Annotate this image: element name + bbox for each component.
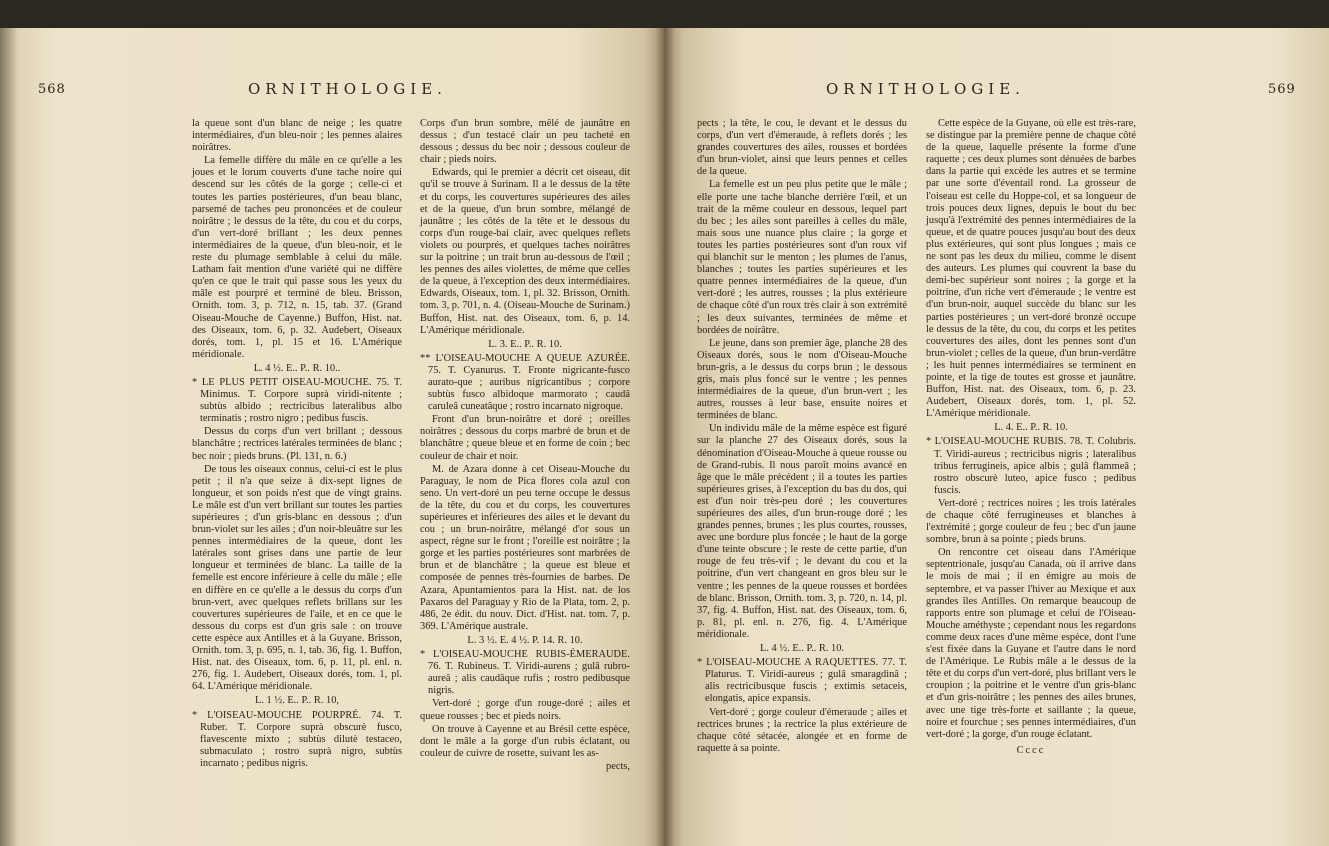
paragraph: M. de Azara donne à cet Oiseau-Mouche du Paraguay, le nom de Pica flores cola azul con seno. Un vert-doré un peu terne occupe le dessus de la tête, du cou et du corps, les couvertures supérieures et inférieures des ailes et le devant du cou ; un brun-noirâtre, mélangé d'or sous un aspect, règne sur le front ; l'oreille est noirâtre ; la gorge et les parties postérieures sont marbrées de brun et de blanchâtre ; la queue est bleue et composée de pennes très-fournies de barbes. De Azara, Apuntamientos para la Hist. nat. de los Paxaros del Paraguay y Rio de la Plata, tom. 2, p. 486, 2e édit. du nouv. Dict. d'Hist. nat. tom. 7, p. 369. L'Amérique australe. (420, 463, 630, 632)
right-page (664, 28, 1329, 846)
paragraph: On rencontre cet oiseau dans l'Amérique septentrionale, jusqu'au Canada, où il arrive dans le mois de mai ; il en émigre au mois de septembre, et va passer l'hiver au Mexique et aux grandes îles Antilles. On remarque beaucoup de rapports entre son plumage et celui de l'Oiseau-Mouche améthyste ; cependant nous les regardons comme deux races d'une même espèce, dont l'une s'est fixée dans la Guyane et l'autre dans le nord de l'Amérique. Le Rubis mâle a le dessus de la tête et du corps d'un vert-doré, plus brillant vers le croupion ; la poitrine et le ventre d'un gris-blanc et d'un gris-noirâtre ; les pennes des ailes brunes, avec une tige très-forte et saillante ; la queue, noire et fourchue ; ses pennes intermédiaires, d'un vert-doré ; la gorge, d'un rouge éclatant. (926, 547, 1136, 740)
species-entry: * L'OISEAU-MOUCHE A RAQUETTES. 77. T. Platurus. T. Viridi-aureus ; gulâ smaragdinâ ; alis rectricibusque fuscis ; extimis setaceis, elongatis, apice expansis. (697, 657, 907, 705)
measurements-line: L. 1 ½. E.. P.. R. 10, (255, 695, 339, 707)
measurements-line: L. 4. E.. P.. R. 10. (994, 422, 1068, 434)
text-column (697, 118, 907, 756)
running-heading: ORNITHOLOGIE. (826, 80, 1025, 98)
paragraph-continued: Corps d'un brun sombre, mêlé de jaunâtre en dessus ; d'un testacé clair un peu tacheté en dessous ; dessus du bec noir ; dessous couleur de chair ; pieds noirs. (420, 118, 630, 166)
catchword: pects, (606, 760, 630, 772)
species-entry: ** L'OISEAU-MOUCHE A QUEUE AZURÉE. 75. T. Cyanurus. T. Fronte nigricante-fusco aurato-que ; auribus nigricantibus ; corpore subtùs fusco albidoque marmorato ; caudâ caruleâ cuneatâque ; rostro incarnato nigroque. (420, 352, 630, 413)
species-entry: * L'OISEAU-MOUCHE RUBIS-ÉMERAUDE. 76. T. Rubineus. T. Viridi-aurens ; gulâ rubro-aureâ ; alis caudâque rufis ; rostro pedibusque nigris. (420, 649, 630, 697)
paragraph: Le jeune, dans son premier âge, planche 28 des Oiseaux dorés, sous le nom d'Oiseau-Mouche brun-gris, a le dessus du corps brun ; le dessous gris, mais plus foncé sur le ventre ; les pennes intermédiaires de la queue, d'un brun-vert ; les autres, rousses à leur base, ensuite noires et terminées de blanc. (697, 337, 907, 422)
species-entry: * LE PLUS PETIT OISEAU-MOUCHE. 75. T. Minimus. T. Corpore suprà viridi-nitente ; subtùs albido ; rectricibus lateralibus albo terminatis ; rostro nigro ; pedibus fuscis. (192, 376, 402, 425)
paragraph: On trouve à Cayenne et au Brésil cette espèce, dont le mâle a la gorge d'un rubis éclatant, ou couleur de cuivre de rosette, suivant les as- (420, 723, 630, 759)
paragraph: Front d'un brun-noirâtre et doré ; oreilles noirâtres ; dessous du corps marbré de brun et de blanchâtre ; queue bleue et en forme de coin ; bec couleur de chair et noir. (420, 414, 630, 462)
page-edge-shadow (0, 28, 18, 846)
text-column (420, 118, 630, 774)
paragraph: La femelle diffère du mâle en ce qu'elle a les joues et le lorum couverts d'une tache noire qui descend sur les côtés de la gorge ; celle-ci et toutes les parties postérieures, d'un beau blanc, parsemé de taches peu prononcées et de couleur noirâtre ; le dessus de la tête, du cou et du corps, d'un vert-doré brillant ; les deux pennes intermédiaires de la queue, d'un bleu-noir, et le reste du plumage semblable à celui du mâle. Latham fait mention d'une variété qui ne diffère qu'en ce que le trait qui passe sous les yeux du mâle est pourpré et terminé de bleu. Brisson, Ornith. tom. 3, p. 712, n. 15, tab. 37. (Grand Oiseau-Mouche de Cayenne.) Buffon, Hist. nat. des Oiseaux, tom. 6, p. 32. Audebert, Oiseaux dorés, tom. 1, pl. 15 et 16. L'Amérique méridionale. (192, 155, 402, 360)
measurements-line: L. 4 ½. E.. P.. R. 10.. (253, 362, 341, 374)
measurements-line: L. 3 ½. E. 4 ½. P. 14. R. 10. (467, 634, 583, 646)
species-entry: * L'OISEAU-MOUCHE POURPRÉ. 74. T. Ruber. T. Corpore suprà obscurè fusco, flavescente mixto ; subtùs dilutè testaceo, submaculato ; rostro suprà nigro, subtùs incarnato ; pedibus nigris. (192, 709, 402, 769)
paragraph: La femelle est un peu plus petite que le mâle ; elle porte une tache blanche derrière l'œil, et un trait de la même couleur en dessous, lequel part du bec ; les ailes sont pareilles à celles du mâle, mais sous une nuance plus claire ; la gorge et toutes les parties postérieures sont d'un roux vif qui blanchit sur le menton ; les plumes de l'anus, blanches ; toutes les parties supérieures et les quatre pennes intermédiaires de la queue, d'un vert-doré ; les autres, rousses ; la plus extérieure de chaque côté d'un roux très clair à son extrémité ; les deux suivantes, terminées de même et bordées de noirâtre. (697, 179, 907, 336)
paragraph-continued: la queue sont d'un blanc de neige ; les quatre intermédiaires, d'un bleu-noir ; les pennes alaires noirâtres. (192, 118, 402, 154)
paragraph: Un individu mâle de la même espèce est figuré sur la planche 27 des Oiseaux dorés, sous la dénomination d'Oiseau-Mouche à queue rousse ou de Grand-rubis. Il nous paroît moins avancé en âge que le mâle précédent ; il a toutes les parties supérieures grises, à l'exception du bas du dos, qui est d'un noir très-peu doré ; les couvertures supérieures des ailes, d'un brun-rouge doré ; les grandes pennes, brunes ; les plus courtes, rousses, avec une bordure plus foncée ; le haut de la gorge d'une teinte obscure ; le reste de cette partie, d'un rouge de feu très-vif ; le devant du cou et la poitrine, d'un vert changeant en gros bleu sur le ventre ; les pennes de la queue rousses et bordées de blanc. Brisson, Ornith. tom. 3, p. 720, n. 14, pl. 37, fig. 4. Buffon, Hist. nat. des Oiseaux, tom. 6, p. 81, pl. enl. n. 276, fig. 4. L'Amérique méridionale. (697, 423, 907, 640)
paragraph: Edwards, qui le premier a décrit cet oiseau, dit qu'il se trouve à Surinam. Il a le dessus de la tête et du corps, les couvertures supérieures des ailes et de la queue, d'un brun sombre, mélangé de jaunâtre ; les côtés de la tête et le dessous du corps d'un rouge-bai clair, avec quelques reflets violets ou pourprés, et quelques taches noirâtres sur la poitrine ; un trait brun au-dessous de l'œil ; les pennes des ailes violettes, de même que celles de la queue, à l'exception des deux intermédiaires. Edwards, Oiseaux, tom. 1, pl. 32. Brisson, Ornith. tom. 3, p. 701, n. 4. (Oiseau-Mouche de Surinam.) Buffon, Hist. nat. des Oiseaux, tom. 6, p. 14. L'Amérique méridionale. (420, 167, 630, 336)
text-column (192, 118, 402, 771)
page-number: 569 (1268, 82, 1296, 97)
paragraph: De tous les oiseaux connus, celui-ci est le plus petit ; il n'a que seize à dix-sept lignes de longueur, et son poids n'est que de vingt grains. Le mâle est d'un vert brillant sur toutes les parties supérieures ; d'un gris-blanc en dessous ; d'un brun-violet sur les ailes ; d'un noir-bleuâtre sur les pennes intermédiaires de la queue, dont les latérales sont grises dans une partie de leur longueur et terminées de blanc. La taille de la femelle est encore inférieure à celle du mâle ; elle en diffère en ce qu'elle a le dessus du corps d'un brun-vert, avec quelques reflets brillans sur les couvertures supérieures de l'aile, et en ce que le dessous du corps est d'un gris sale : on trouve cette espèce aux Antilles et à la Guyane. Brisson, Ornith. tom. 3, p. 695, n. 1, tab. 36, fig. 1. Buffon, Hist. nat. des Oiseaux, tom. 6, p. 11, pl. enl. n. 276, fig. 1. Audebert, Oiseaux dorés, tom. 1, pl. 64. L'Amérique méridionale. (192, 463, 402, 693)
left-page (0, 28, 664, 846)
running-heading: ORNITHOLOGIE. (248, 80, 447, 98)
measurements-line: L. 3. E.. P.. R. 10. (488, 338, 562, 350)
paragraph: Cette espèce de la Guyane, où elle est très-rare, se distingue par la première penne de chaque côté de la queue, laquelle présente la forme d'une raquette ; ces deux plumes sont dénuées de barbes dans la partie qui excède les autres et se termine par une sorte d'éventail rond. La grosseur de l'oiseau est celle du Hoppe-col, et sa longueur de trois pouces deux lignes, depuis le bout du bec jusqu'à l'extrémité des pennes intermédiaires de la queue, et de quatre pouces jusqu'au bout des deux plus extérieures, qui sont plus longues ; mais ce ne sont pas les deux du milieu, comme le disent des auteurs. Les plumes qui couvrent la base du demi-bec supérieur sont noires ; la gorge et la poitrine, d'un riche vert d'émeraude ; le ventre est d'un brun-noir, auquel succède du blanc sur les parties postérieures ; un vert-doré bronzé occupe le dessus de la tête, du cou, du corps et les petites couvertures des ailes, dont les pennes sont d'un brun-violet ; celles de la queue, d'un brun-verdâtre ; les huit pennes intermédiaires se terminent en pointe, et la tige de toutes est grosse et jaunâtre. Buffon, Hist. nat. des Oiseaux, tom. 6, p. 23. Audebert, Oiseaux dorés, tom. 1, pl. 52. L'Amérique méridionale. (926, 118, 1136, 420)
species-entry: * L'OISEAU-MOUCHE RUBIS. 78. T. Colubris. T. Viridi-aureus ; rectricibus nigris ; lateralibus tribus ferrugineis, apice albis ; gulâ flammeâ ; rostro obscurè luteo, apice fusco ; pedibus fuscis. (926, 436, 1136, 496)
paragraph: Dessus du corps d'un vert brillant ; dessous blanchâtre ; rectrices latérales terminées de blanc ; bec noir ; pieds bruns. (Pl. 131, n. 6.) (192, 426, 402, 462)
page-number: 568 (38, 82, 66, 97)
measurements-line: L. 4 ½. E.. P.. R. 10. (760, 643, 844, 655)
paragraph: Vert-doré ; gorge couleur d'émeraude ; ailes et rectrices brunes ; la rectrice la plus extérieure de chaque côté sétacée, alongée et en forme de raquette à sa pointe. (697, 706, 907, 754)
signature-mark: Cccc (1016, 744, 1046, 756)
paragraph: Vert-doré ; gorge d'un rouge-doré ; ailes et queue rousses ; bec et pieds noirs. (420, 698, 630, 722)
paragraph-continued: pects ; la tête, le cou, le devant et le dessus du corps, d'un vert d'émeraude, à reflets dorés ; les grandes couvertures des ailes, rousses et bordées d'un brun-violet, ainsi que leurs pennes et celles de la queue. (697, 118, 907, 178)
paragraph: Vert-doré ; rectrices noires ; les trois latérales de chaque côté ferrugineuses et blanches à l'extrémité ; gorge couleur de feu ; bec d'un jaune sombre, brun à sa pointe ; pieds bruns. (926, 497, 1136, 546)
text-column (926, 118, 1136, 758)
